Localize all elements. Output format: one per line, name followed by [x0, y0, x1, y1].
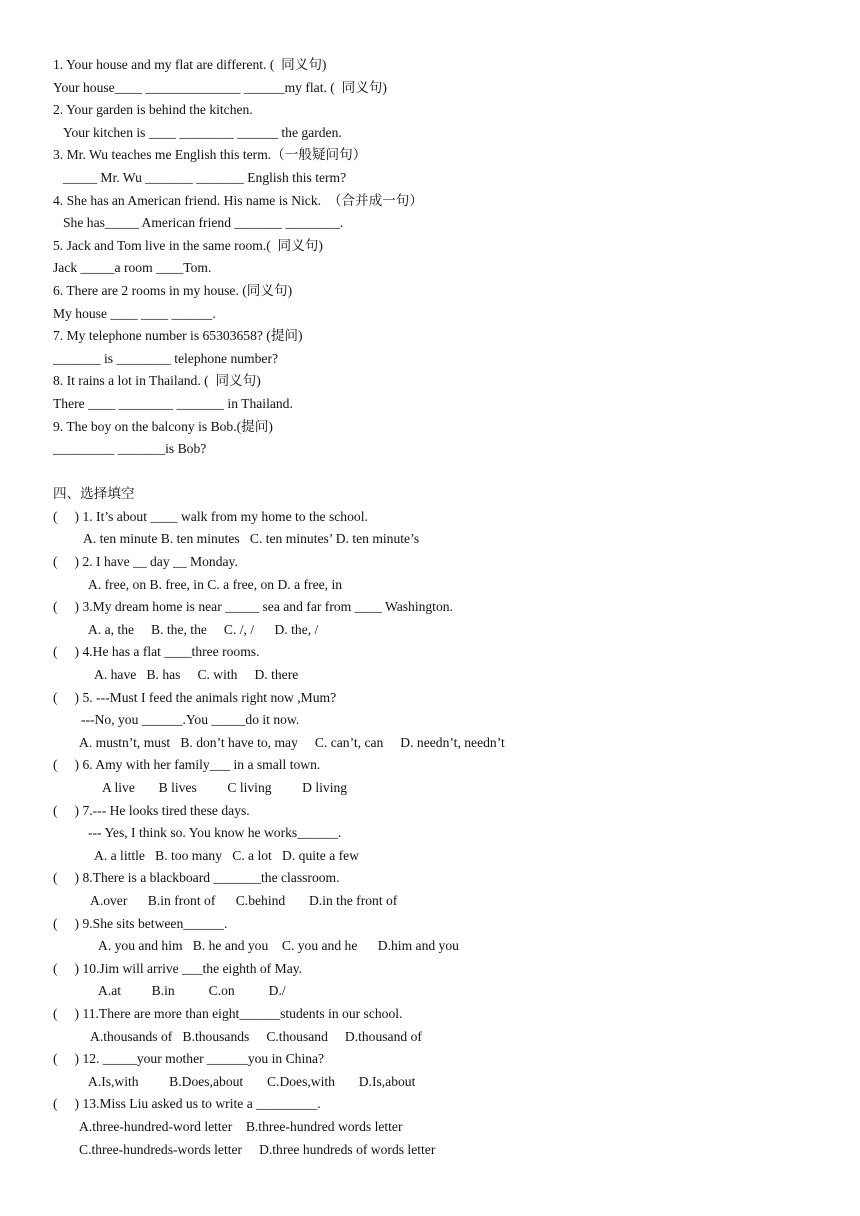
question-line: A. a little B. too many C. a lot D. quite a few [94, 847, 360, 863]
question-line: A.at B.in C.on D./ [98, 983, 286, 999]
section-gap [0, 461, 860, 484]
question-line: ( ) 8.There is a blackboard _______the classroom. [53, 870, 340, 886]
exercise-line: There ____ ________ _______ in Thailand. [53, 395, 293, 411]
question-line: A. you and him B. he and you C. you and he D.him and you [98, 938, 459, 954]
exercise-line: My house ____ ____ ______. [53, 305, 216, 321]
exercise-line: 9. The boy on the balcony is Bob.(提问) [53, 418, 273, 434]
question-line: A. mustn’t, must B. don’t have to, may C. can’t, can D. needn’t, needn’t [79, 734, 505, 750]
question-line: ( ) 7.--- He looks tired these days. [53, 802, 250, 818]
question-line: ( ) 1. It’s about ____ walk from my home to the school. [53, 508, 368, 524]
question-line: A. a, the B. the, the C. /, / D. the, / [88, 621, 319, 637]
question-line: ( ) 10.Jim will arrive ___the eighth of May. [53, 960, 303, 976]
question-line: A. free, on B. free, in C. a free, on D. a free, in [88, 576, 343, 592]
question-line: A live B lives C living D living [102, 780, 348, 795]
question-line: A.three-hundred-word letter B.three-hundred words letter [79, 1118, 403, 1134]
question-line: ( ) 5. ---Must I feed the animals right now ,Mum? [53, 689, 337, 705]
sentence-transformation-section [0, 54, 860, 461]
question-line: A.thousands of B.thousands C.thousand D.thousand of [90, 1028, 422, 1044]
exercise-line: Your house____ ______________ ______my flat. ( 同义句) [53, 79, 387, 95]
worksheet [0, 54, 860, 1161]
question-line: ( ) 11.There are more than eight______students in our school. [53, 1005, 403, 1021]
section-title: 四、选择填空 [53, 486, 135, 502]
exercise-line: _____ Mr. Wu _______ _______ English this term? [63, 169, 347, 185]
question-line: ( ) 2. I have __ day __ Monday. [53, 554, 238, 570]
exercise-line: 8. It rains a lot in Thailand. ( 同义句) [53, 373, 261, 389]
multiple-choice-section [0, 506, 860, 1161]
question-line: ---No, you ______.You _____do it now. [81, 712, 300, 728]
exercise-line: Jack _____a room ____Tom. [53, 260, 212, 276]
question-line: ( ) 9.She sits between______. [53, 915, 228, 931]
question-line: C.three-hundreds-words letter D.three hundreds of words letter [79, 1141, 436, 1157]
question-line: ( ) 6. Amy with her family___ in a small town. [53, 757, 321, 773]
exercise-line: 2. Your garden is behind the kitchen. [53, 102, 253, 118]
question-line: A.over B.in front of C.behind D.in the front of [90, 892, 398, 908]
question-line: A.Is,with B.Does,about C.Does,with D.Is,about [88, 1073, 416, 1089]
exercise-line: Your kitchen is ____ ________ ______ the garden. [63, 124, 342, 140]
exercise-line: _______ is ________ telephone number? [53, 350, 279, 366]
exercise-line: 7. My telephone number is 65303658? (提问) [53, 328, 303, 344]
question-line: ( ) 3.My dream home is near _____ sea and far from ____ Washington. [53, 599, 453, 615]
exercise-line: She has_____ American friend _______ ________. [63, 215, 344, 231]
question-line: A. have B. has C. with D. there [94, 667, 299, 683]
question-line: A. ten minute B. ten minutes C. ten minutes’ D. ten minute’s [83, 531, 420, 547]
question-line: --- Yes, I think so. You know he works______. [88, 825, 342, 841]
question-line: ( ) 4.He has a flat ____three rooms. [53, 644, 260, 660]
exercise-line: 4. She has an American friend. His name is Nick. （合并成一句） [53, 192, 423, 208]
exercise-line: 1. Your house and my flat are different. ( 同义句) [53, 57, 327, 72]
exercise-line: _________ _______is Bob? [53, 441, 207, 457]
exercise-line: 3. Mr. Wu teaches me English this term.（一般疑问句） [53, 147, 367, 163]
exercise-line: 6. There are 2 rooms in my house. (同义句) [53, 282, 293, 298]
question-line: ( ) 12. _____your mother ______you in China? [53, 1051, 325, 1067]
question-line: ( ) 13.Miss Liu asked us to write a _________. [53, 1096, 321, 1112]
exercise-line: 5. Jack and Tom live in the same room.( 同义句) [53, 237, 323, 253]
